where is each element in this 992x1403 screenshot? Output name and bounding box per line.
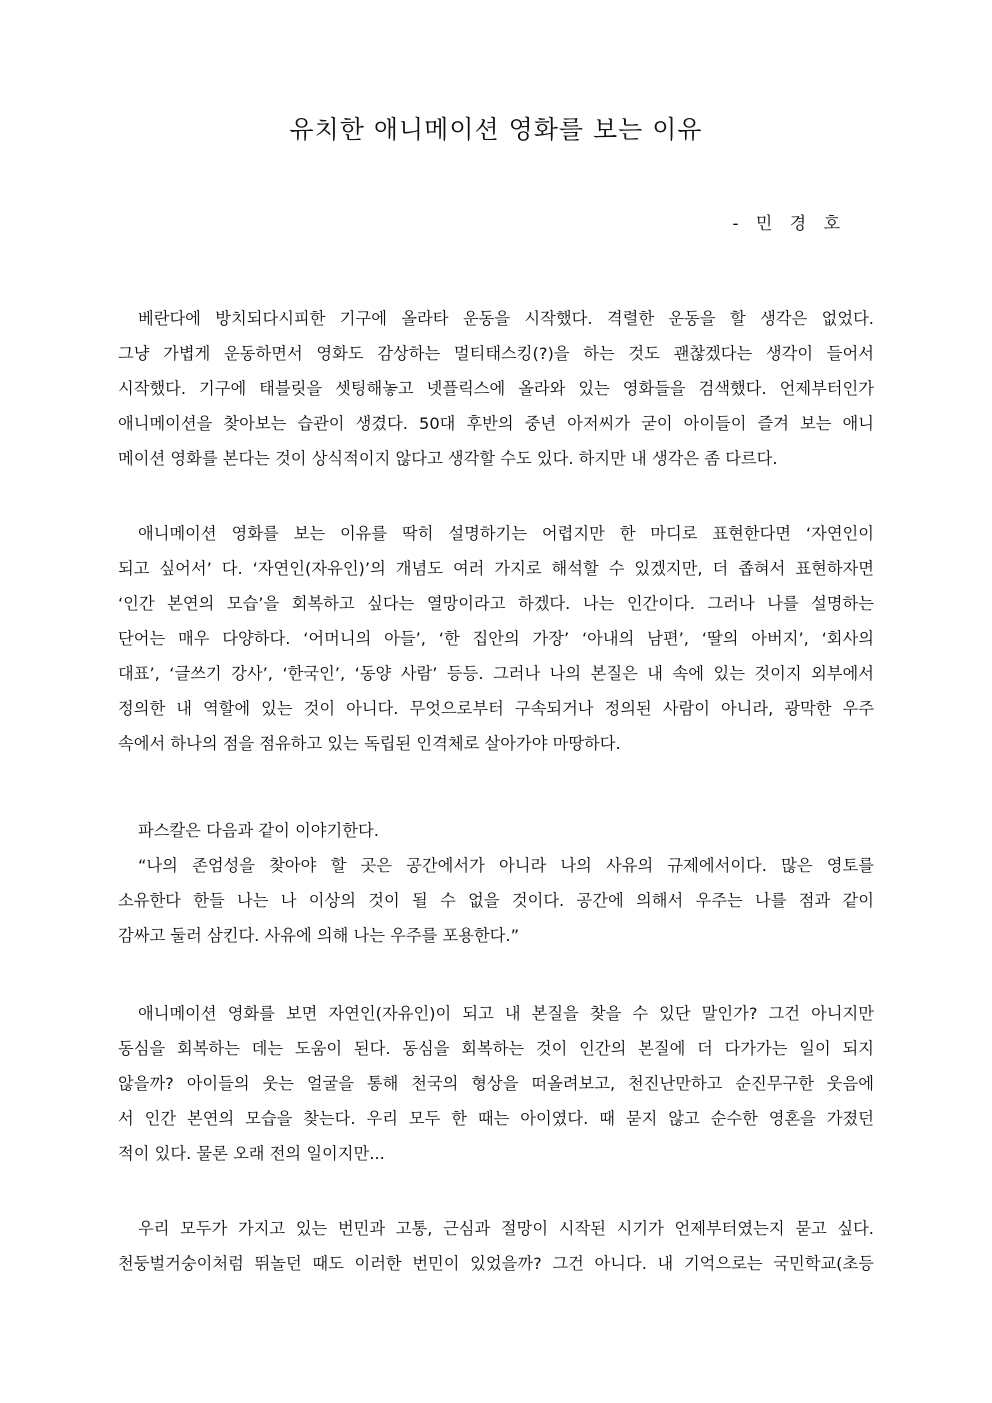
- text-line: 되고 싶어서’ 다. ‘자연인(자유인)’의 개념도 여러 가지로 해석할 수 있겠지만, 더 좁혀서 표현하자면: [118, 559, 874, 578]
- text-line: 소유한다 한들 나는 나 이상의 것이 될 수 없을 것이다. 공간에 의해서 우주는 나를 점과 같이: [118, 891, 874, 910]
- text-line: 그냥 가볍게 운동하면서 영화도 감상하는 멀티태스킹(?)을 하는 것도 괜찮겠다는 생각이 들어서: [118, 344, 874, 363]
- document-title: 유치한 애니메이션 영화를 보는 이유: [289, 115, 703, 144]
- text-line: 동심을 회복하는 데는 도움이 된다. 동심을 회복하는 것이 인간의 본질에 더 다가가는 일이 되지: [118, 1039, 874, 1058]
- paragraph: [118, 1211, 874, 1281]
- text-line: 단어는 매우 다양하다. ‘어머니의 아들’, ‘한 집안의 가장’ ‘아내의 남편’, ‘딸의 아버지’, ‘회사의: [118, 629, 874, 648]
- text-line: “나의 존엄성을 찾아야 할 곳은 공간에서가 아니라 나의 사유의 규제에서이다. 많은 영토를: [138, 856, 874, 875]
- paragraph: [118, 996, 874, 1171]
- text-line: 베란다에 방치되다시피한 기구에 올라타 운동을 시작했다. 격렬한 운동을 할 생각은 없었다.: [138, 309, 874, 328]
- text-line: 애니메이션을 찾아보는 습관이 생겼다. 50대 후반의 중년 아저씨가 굳이 아이들이 즐겨 보는 애니: [118, 414, 874, 433]
- text-line: 천둥벌거숭이처럼 뛰놀던 때도 이러한 번민이 있었을까? 그건 아니다. 내 기억으로는 국민학교(초등: [118, 1254, 874, 1273]
- author-byline: - 민 경 호: [732, 214, 846, 234]
- text-line: 않을까? 아이들의 웃는 얼굴을 통해 천국의 형상을 떠올려보고, 천진난만하고 순진무구한 웃음에: [118, 1074, 874, 1093]
- text-line: 시작했다. 기구에 태블릿을 셋팅해놓고 넷플릭스에 올라와 있는 영화들을 검색했다. 언제부터인가: [118, 379, 874, 398]
- text-line: 적이 있다. 물론 오래 전의 일이지만...: [118, 1144, 385, 1163]
- text-line: 애니메이션 영화를 보는 이유를 딱히 설명하기는 어렵지만 한 마디로 표현한다면 ‘자연인이: [138, 524, 874, 543]
- text-line: 메이션 영화를 본다는 것이 상식적이지 않다고 생각할 수도 있다. 하지만 내 생각은 좀 다르다.: [118, 449, 778, 468]
- text-line: 우리 모두가 가지고 있는 번민과 고통, 근심과 절망이 시작된 시기가 언제부터였는지 묻고 싶다.: [138, 1219, 874, 1238]
- paragraph: [118, 301, 874, 476]
- paragraph: [118, 813, 874, 953]
- text-line: 정의한 내 역할에 있는 것이 아니다. 무엇으로부터 구속되거나 정의된 사람이 아니라, 광막한 우주: [118, 699, 874, 718]
- text-line: 속에서 하나의 점을 점유하고 있는 독립된 인격체로 살아가야 마땅하다.: [118, 734, 621, 753]
- text-line: 서 인간 본연의 모습을 찾는다. 우리 모두 한 때는 아이였다. 때 묻지 않고 순수한 영혼을 가졌던: [118, 1109, 874, 1128]
- text-line: 파스칼은 다음과 같이 이야기한다.: [138, 821, 379, 840]
- text-line: 애니메이션 영화를 보면 자연인(자유인)이 되고 내 본질을 찾을 수 있단 말인가? 그건 아니지만: [138, 1004, 874, 1023]
- text-line: ‘인간 본연의 모습’을 회복하고 싶다는 열망이라고 하겠다. 나는 인간이다. 그러나 나를 설명하는: [118, 594, 874, 613]
- paragraph: [118, 516, 874, 761]
- text-line: 대표’, ‘글쓰기 강사’, ‘한국인’, ‘동양 사람’ 등등. 그러나 나의 본질은 내 속에 있는 것이지 외부에서: [118, 664, 874, 683]
- text-line: 감싸고 둘러 삼킨다. 사유에 의해 나는 우주를 포용한다.”: [118, 926, 520, 945]
